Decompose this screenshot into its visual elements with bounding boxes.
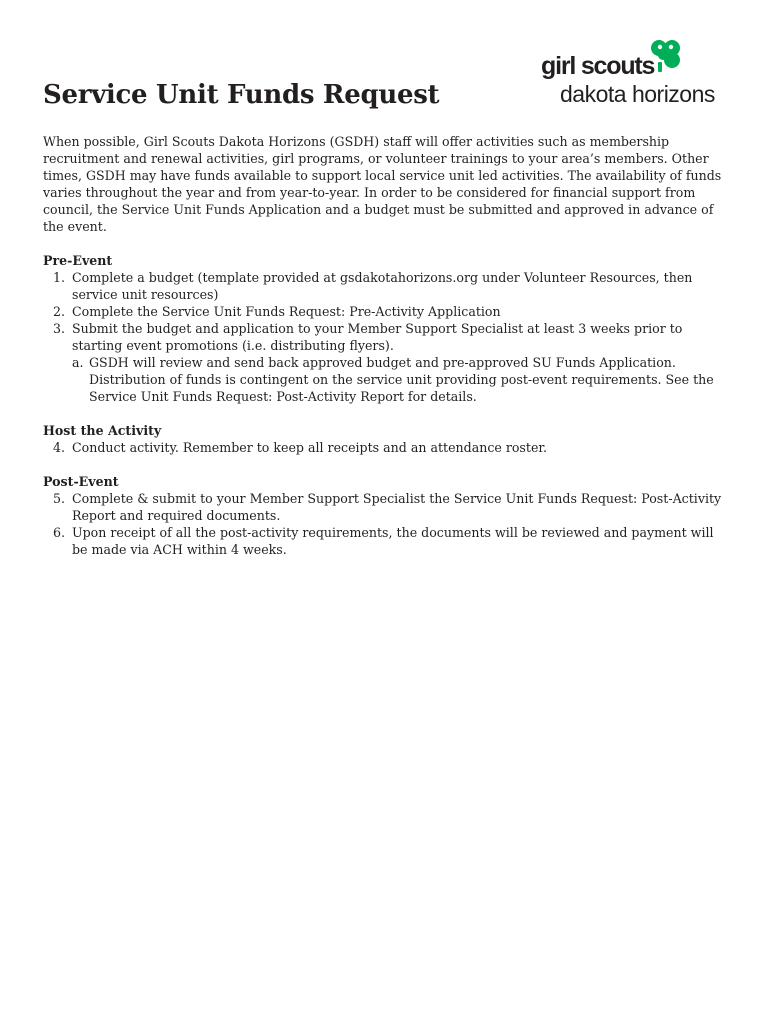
section-heading-post-event: Post-Event [43,474,119,489]
step-text: Submit the budget and application to your Member Support Specialist at least 3 weeks prior to starting event promotions (i.e. distributing flyers). [72,321,683,353]
sub-step-text: GSDH will review and send back approved budget and pre-approved SU Funds Application. Distribution of funds is contingent on the service unit providing post-event requirements. See the Service Unit Funds Request: Post-Activity Report for details. [89,355,714,404]
sub-steps [72,354,733,405]
list-item [43,524,733,558]
step-number: 1. [53,270,66,285]
list-item [43,303,733,320]
list-item [43,269,733,303]
step-text: Complete & submit to your Member Support Specialist the Service Unit Funds Request: Post-Activity Report and required documents. [72,491,722,523]
logo-council-text: dakota horizons [560,81,715,107]
section-heading-pre-event: Pre-Event [43,253,113,268]
step-number: 5. [53,491,66,506]
list-item [43,439,733,456]
host-activity-steps [43,439,733,456]
step-number: 2. [53,304,66,319]
step-number: 6. [53,525,66,540]
step-text: Complete the Service Unit Funds Request: Pre-Activity Application [72,304,501,319]
document-body [43,133,733,575]
post-event-steps [43,490,733,558]
step-number: 4. [53,440,66,455]
step-text: Conduct activity. Remember to keep all receipts and an attendance roster. [72,440,548,455]
list-item [43,490,733,524]
intro-paragraph: When possible, Girl Scouts Dakota Horizons (GSDH) staff will offer activities such as membership recruitment and renewal activities, girl programs, or volunteer trainings to your area’s members. Other times, GSDH may have funds available to support local service unit led activities. The availability of funds varies throughout the year and from year-to-year. In order to be considered for financial support from council, the Service Unit Funds Application and a budget must be submitted and approved in advance of the event. [43,134,722,234]
page-title: Service Unit Funds Request [43,80,440,110]
sub-list-item [72,354,733,405]
list-item [43,320,733,405]
step-text: Complete a budget (template provided at gsdakotahorizons.org under Volunteer Resources, then service unit resources) [72,270,693,302]
section-heading-host-activity: Host the Activity [43,423,162,438]
step-text: Upon receipt of all the post-activity requirements, the documents will be reviewed and payment will be made via ACH within 4 weeks. [72,525,714,557]
girl-scouts-logo [538,38,740,110]
logo-girl-scouts-text: girl scouts [541,52,655,80]
step-number: 3. [53,321,66,336]
pre-event-steps [43,269,733,405]
sub-step-letter: a. [72,355,84,370]
